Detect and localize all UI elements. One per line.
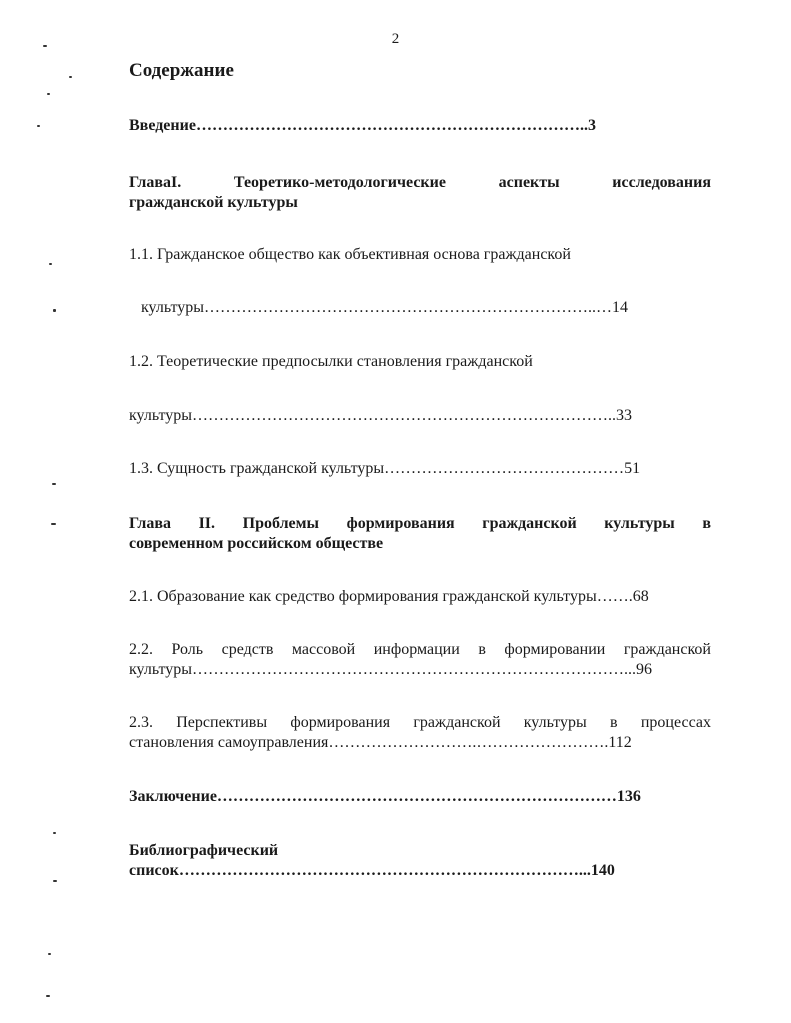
toc-entry-2-2-cont: культуры………………………………………………………………………...96 [129,661,653,678]
toc-entry-bibliography-cont: список…………………………………………………………………...140 [129,862,615,879]
toc-entry-2-3: 2.3. Перспективы формирования гражданской культуры в процессах [129,714,711,731]
toc-entry-1-2: 1.2. Теоретические предпосылки становления гражданской [129,353,533,370]
toc-entry-2-1: 2.1. Образование как средство формирования гражданской культуры…….68 [129,588,649,605]
scan-speck [47,93,50,95]
toc-entry-1-1-cont: культуры………………………………………………………………..…14 [141,299,629,316]
scan-speck [46,995,50,997]
toc-entry-1-2-cont: культуры……………………………………………………………………..33 [129,407,633,424]
toc-entry-2-2: 2.2. Роль средств массовой информации в формировании гражданской [129,641,711,658]
scan-speck [53,832,56,834]
scan-speck [53,880,57,882]
scan-speck [51,523,56,525]
toc-entry-2-3-cont: становления самоуправления……………………….…………………….112 [129,734,632,751]
page-title: Содержание [129,60,234,81]
scan-speck [52,483,56,485]
scan-speck [69,76,72,78]
toc-entry-bibliography: Библиографический [129,842,279,859]
scan-speck [48,953,51,955]
toc-entry-intro: Введение………………………………………………………………..3 [129,117,596,134]
toc-entry-1-1: 1.1. Гражданское общество как объективная основа гражданской [129,246,571,263]
toc-chapter-1-title: ГлаваI. Теоретико-методологические аспекты исследования [129,174,711,191]
toc-chapter-2-title-cont: современном российском обществе [129,535,384,552]
scan-speck [49,263,52,265]
page-number: 2 [391,31,400,47]
scan-speck [53,309,56,312]
toc-entry-1-3: 1.3. Сущность гражданской культуры………………………………………51 [129,460,641,477]
scan-speck [37,125,40,127]
toc-entry-conclusion: Заключение…………………………………………………………………136 [129,788,641,805]
scan-speck [43,45,47,47]
toc-chapter-2-title: Глава II. Проблемы формирования гражданской культуры в [129,515,711,532]
toc-chapter-1-title-cont: гражданской культуры [129,194,298,211]
